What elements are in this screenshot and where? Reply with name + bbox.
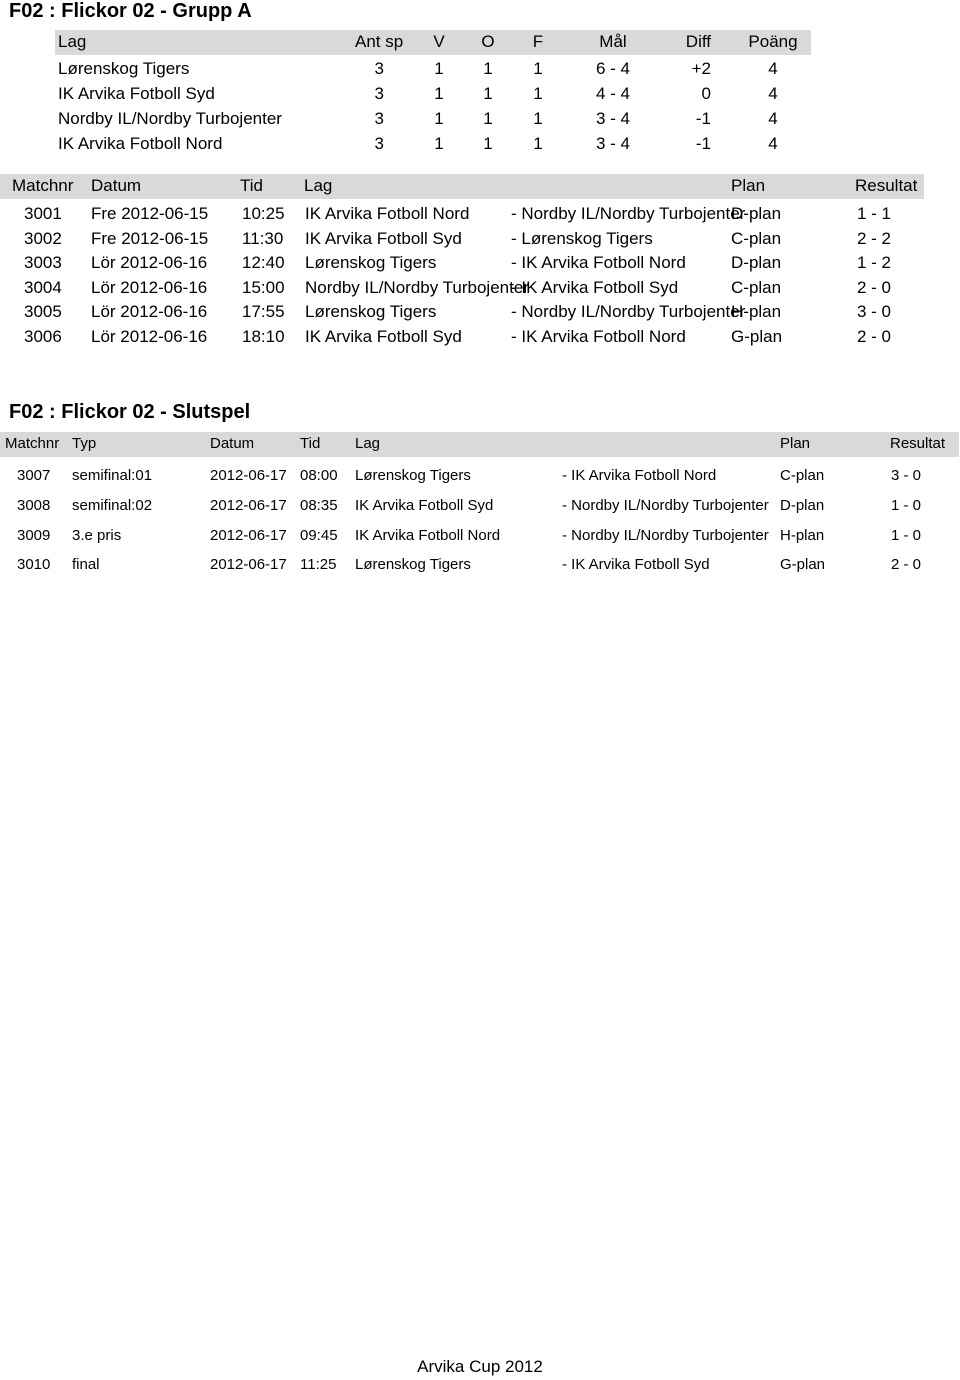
standings-cell: 1 [483, 59, 493, 78]
standings-cell: 3 [374, 109, 384, 128]
playoff-header-2: Datum [210, 435, 255, 452]
playoff-header-1: Typ [72, 435, 97, 452]
playoff-cell: Lørenskog Tigers [355, 467, 471, 484]
group-match-result: 2 - 0 [856, 278, 892, 297]
playoff-result: 2 - 0 [890, 556, 921, 573]
group-match-result: 3 - 0 [856, 302, 892, 321]
playoff-header-4: Lag [355, 435, 381, 452]
group-match-cell: 17:55 [242, 302, 285, 321]
group-match-cell: 3005 [24, 302, 62, 321]
playoff-result: 3 - 0 [890, 467, 921, 484]
standings-cell: 1 [434, 109, 444, 128]
playoff-cell: Lørenskog Tigers [355, 556, 471, 573]
playoff-cell: IK Arvika Fotboll Syd [355, 497, 494, 514]
standings-cell: -1 [695, 134, 711, 153]
standings-cell: 1 [483, 134, 493, 153]
group-match-result: 2 - 2 [856, 229, 892, 248]
group-match-cell: - IK Arvika Fotboll Nord [511, 327, 686, 346]
group-match-cell: - IK Arvika Fotboll Syd [511, 278, 679, 297]
group-match-cell: Lørenskog Tigers [305, 302, 437, 321]
standings-cell: 1 [434, 59, 444, 78]
standings-cell: -1 [695, 109, 711, 128]
group-match-cell: H-plan [731, 302, 782, 321]
group-match-cell: 18:10 [242, 327, 285, 346]
playoff-cell: 2012-06-17 [210, 527, 287, 544]
group-match-cell: - IK Arvika Fotboll Nord [511, 253, 686, 272]
group-match-cell: Fre 2012-06-15 [91, 229, 209, 248]
standings-cell: 4 - 4 [595, 84, 631, 103]
group-match-cell: D-plan [731, 204, 782, 223]
standings-header-7: Poäng [748, 32, 798, 51]
group-match-cell: - Nordby IL/Nordby Turbojenter [511, 204, 746, 223]
standings-cell: 0 [701, 84, 711, 103]
playoff-cell: final [72, 556, 100, 573]
group-matches-header-4: Plan [731, 176, 766, 195]
group-matches-header-5: Resultat [855, 176, 918, 195]
group-matches-header-0: Matchnr [12, 176, 74, 195]
group-match-cell: Fre 2012-06-15 [91, 204, 209, 223]
group-match-cell: 11:30 [242, 229, 284, 248]
playoff-cell: 3.e pris [72, 527, 122, 544]
playoff-cell: 2012-06-17 [210, 556, 287, 573]
group-match-result: 1 - 1 [856, 204, 892, 223]
group-matches-header-2: Tid [240, 176, 263, 195]
standings-cell: IK Arvika Fotboll Syd [58, 84, 215, 103]
group-match-cell: 15:00 [242, 278, 285, 297]
playoff-cell: 3008 [17, 497, 51, 514]
standings-cell: 1 [533, 134, 543, 153]
group-match-cell: 3006 [24, 327, 62, 346]
standings-header-4: F [532, 32, 544, 51]
group-title: F02 : Flickor 02 - Grupp A [9, 0, 252, 22]
playoff-cell: - IK Arvika Fotboll Syd [562, 556, 710, 573]
playoff-cell: IK Arvika Fotboll Nord [355, 527, 501, 544]
playoff-cell: 11:25 [300, 556, 337, 573]
playoff-cell: D-plan [780, 497, 825, 514]
group-match-cell: 10:25 [242, 204, 285, 223]
playoff-cell: G-plan [780, 556, 826, 573]
group-match-cell: IK Arvika Fotboll Syd [305, 229, 462, 248]
standings-header-5: Mål [599, 32, 627, 51]
playoff-header-5: Plan [780, 435, 811, 452]
group-match-cell: 12:40 [242, 253, 285, 272]
group-match-cell: Lör 2012-06-16 [91, 278, 208, 297]
playoff-cell: - IK Arvika Fotboll Nord [562, 467, 717, 484]
standings-cell: 3 - 4 [595, 134, 631, 153]
group-match-cell: 3004 [24, 278, 62, 297]
playoff-title: F02 : Flickor 02 - Slutspel [9, 401, 251, 423]
footer-text: Arvika Cup 2012 [417, 1357, 543, 1376]
playoff-cell: 3010 [17, 556, 51, 573]
standings-header-3: O [481, 32, 495, 51]
group-match-cell: IK Arvika Fotboll Nord [305, 204, 470, 223]
playoff-result: 1 - 0 [890, 497, 921, 514]
standings-cell: 4 [768, 134, 778, 153]
standings-header-2: V [433, 32, 445, 51]
standings-cell: 1 [434, 84, 444, 103]
standings-cell: 1 [483, 109, 493, 128]
group-matches-header-3: Lag [304, 176, 333, 195]
playoff-cell: 3009 [17, 527, 51, 544]
group-match-result: 2 - 0 [856, 327, 892, 346]
standings-cell: +2 [691, 59, 711, 78]
group-match-cell: C-plan [731, 229, 782, 248]
standings-cell: 1 [533, 84, 543, 103]
group-match-cell: G-plan [731, 327, 783, 346]
group-match-cell: Lör 2012-06-16 [91, 302, 208, 321]
standings-cell: 1 [533, 59, 543, 78]
playoff-cell: - Nordby IL/Nordby Turbojenter [562, 527, 769, 544]
group-match-cell: C-plan [731, 278, 782, 297]
playoff-cell: 2012-06-17 [210, 467, 287, 484]
standings-cell: 3 [374, 84, 384, 103]
playoff-header-3: Tid [300, 435, 321, 452]
standings-cell: 4 [768, 59, 778, 78]
playoff-cell: 08:00 [300, 467, 338, 484]
standings-cell: 3 - 4 [595, 109, 631, 128]
playoff-header-6: Resultat [890, 435, 946, 452]
standings-cell: 1 [434, 134, 444, 153]
playoff-cell: 09:45 [300, 527, 338, 544]
standings-cell: IK Arvika Fotboll Nord [58, 134, 223, 153]
playoff-cell: semifinal:01 [72, 467, 153, 484]
standings-cell: 4 [768, 84, 778, 103]
playoff-cell: 2012-06-17 [210, 497, 287, 514]
playoff-cell: - Nordby IL/Nordby Turbojenter [562, 497, 769, 514]
standings-cell: 1 [483, 84, 493, 103]
group-match-cell: 3002 [24, 229, 62, 248]
group-match-cell: IK Arvika Fotboll Syd [305, 327, 462, 346]
group-match-cell: Lör 2012-06-16 [91, 253, 208, 272]
group-match-cell: D-plan [731, 253, 782, 272]
standings-cell: 1 [533, 109, 543, 128]
standings-cell: 6 - 4 [595, 59, 631, 78]
playoff-result: 1 - 0 [890, 527, 921, 544]
group-match-cell: Lørenskog Tigers [305, 253, 437, 272]
group-match-cell: 3003 [24, 253, 62, 272]
group-matches-header-1: Datum [91, 176, 142, 195]
standings-cell: 3 [374, 134, 384, 153]
standings-cell: 3 [374, 59, 384, 78]
group-match-cell: 3001 [24, 204, 62, 223]
standings-header-6: Diff [685, 32, 711, 51]
group-match-cell: - Nordby IL/Nordby Turbojenter [511, 302, 746, 321]
standings-cell: Lørenskog Tigers [58, 59, 190, 78]
playoff-cell: 08:35 [300, 497, 338, 514]
standings-cell: 4 [768, 109, 778, 128]
playoff-cell: H-plan [780, 527, 825, 544]
group-match-result: 1 - 2 [856, 253, 892, 272]
playoff-cell: semifinal:02 [72, 497, 153, 514]
standings-header-0: Lag [58, 32, 87, 51]
playoff-header-bar [0, 432, 959, 457]
standings-cell: Nordby IL/Nordby Turbojenter [58, 109, 282, 128]
playoff-cell: C-plan [780, 467, 825, 484]
standings-header-1: Ant sp [355, 32, 404, 51]
group-match-cell: Lör 2012-06-16 [91, 327, 208, 346]
group-match-cell: - Lørenskog Tigers [511, 229, 653, 248]
playoff-header-0: Matchnr [5, 435, 60, 452]
group-match-cell: Nordby IL/Nordby Turbojenter [305, 278, 529, 297]
playoff-cell: 3007 [17, 467, 51, 484]
